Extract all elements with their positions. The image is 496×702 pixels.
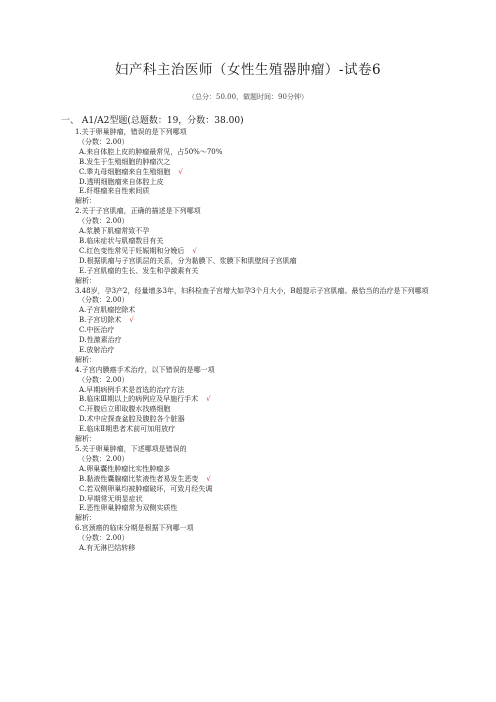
answer-option-text: D.术中应探查盆腔及腹腔各个脏器 — [79, 415, 185, 424]
answer-option — [75, 336, 445, 346]
answer-option — [75, 504, 445, 514]
answer-option — [75, 395, 445, 405]
answer-option — [75, 425, 445, 435]
answer-option-text: B.子宫切除术 — [79, 316, 122, 325]
correct-check-icon: √ — [129, 316, 134, 325]
question-score: （分数：2.00） — [78, 217, 129, 226]
question-score: （分数：2.00） — [78, 534, 129, 543]
answer-option-text: B.发生于生殖细胞的肿瘤次之 — [79, 157, 171, 166]
answer-option-text: C.睾丸母细胞瘤来自生殖细胞 — [79, 167, 171, 176]
answer-option — [75, 386, 445, 396]
answer-option — [75, 237, 445, 247]
answer-option-text: E.放射治疗 — [79, 345, 115, 354]
analysis-label: 解析： — [75, 435, 96, 444]
answer-option — [75, 346, 445, 356]
question-item — [75, 287, 445, 366]
answer-option-text: C.开腹后立即取腹水找癌细胞 — [79, 405, 171, 414]
answer-option — [75, 306, 445, 316]
answer-option-text: D.透明细胞瘤来自体腔上皮 — [79, 177, 164, 186]
section-heading: 一、 A1/A2型题(总题数：19，分数：38.00) — [61, 116, 244, 126]
answer-option — [75, 485, 445, 495]
answer-option-text: E.子宫肌瘤的生长、发生和孕激素有关 — [79, 266, 199, 275]
correct-check-icon: √ — [206, 395, 211, 404]
correct-check-icon: √ — [192, 246, 197, 255]
answer-option-text: A.早期病例手术是首选的治疗方法 — [79, 385, 185, 394]
correct-check-icon: √ — [206, 474, 211, 483]
answer-option-text: D.根据肌瘤与子宫肌层的关系，分为黏膜下、浆膜下和肌壁间子宫肌瘤 — [79, 256, 297, 265]
answer-option — [75, 405, 445, 415]
answer-option-text: C.红色变性常见于妊娠期和分娩后 — [79, 246, 185, 255]
question-item — [75, 445, 445, 524]
question-item — [75, 128, 445, 207]
question-stem: 6.宫颈癌的临床分期是根据下列哪一项 — [75, 524, 194, 533]
question-stem: 3.48岁，孕3产2，经量增多3年，妇科检查子宫增大如孕3个月大小，B超提示子宫肌瘤。最恰当的治疗是下列哪项 — [75, 286, 429, 295]
answer-option — [75, 475, 445, 485]
answer-option-text: D.性激素治疗 — [79, 336, 122, 345]
answer-option — [75, 247, 445, 257]
answer-option-text: B.黏液性囊腺瘤比浆液性者易发生恶变 — [79, 474, 199, 483]
question-stem: 2.关于子宫肌瘤，正确的描述是下列哪项 — [75, 207, 201, 216]
answer-option — [75, 495, 445, 505]
answer-option — [75, 158, 445, 168]
correct-check-icon: √ — [178, 167, 183, 176]
question-list — [75, 128, 445, 554]
answer-option — [75, 187, 445, 197]
question-score: （分数：2.00） — [78, 137, 129, 146]
answer-option — [75, 148, 445, 158]
question-stem: 4.子宫内膜癌手术治疗，以下错误的是哪一项 — [75, 365, 215, 374]
answer-option — [75, 415, 445, 425]
question-item — [75, 207, 445, 286]
question-stem: 1.关于卵巢肿瘤，错误的是下列哪项 — [75, 128, 187, 136]
answer-option — [75, 326, 445, 336]
analysis-label: 解析： — [75, 355, 96, 364]
question-score: （分数：2.00） — [78, 454, 129, 463]
answer-option-text: E.纤维瘤来自性索间质 — [79, 187, 150, 196]
answer-option-text: A.浆膜下肌瘤常致不孕 — [79, 227, 150, 236]
analysis-label: 解析： — [75, 514, 96, 523]
answer-option-text: A.卵巢囊性肿瘤比实性肿瘤多 — [79, 464, 171, 473]
answer-option-text: A.有无淋巴结转移 — [79, 544, 136, 553]
question-stem: 5.关于卵巢肿瘤，下述哪项是错误的 — [75, 445, 187, 453]
answer-option-text: C.中医治疗 — [79, 326, 115, 335]
answer-option — [75, 168, 445, 178]
document-meta: （总分：50.00，做题时间：90分钟） — [188, 93, 308, 101]
answer-option-text: B.临床症状与肌瘤数目有关 — [79, 236, 164, 245]
answer-option-text: D.早期常无明显症状 — [79, 494, 143, 503]
answer-option — [75, 465, 445, 475]
answer-option — [75, 544, 445, 554]
answer-option-text: C.若双侧卵巢均被肿瘤破坏，可致月经失调 — [79, 484, 213, 493]
answer-option-text: E.临床Ⅱ期患者术前可加用放疗 — [79, 425, 176, 434]
analysis-label: 解析： — [75, 197, 96, 206]
answer-option-text: B.临床Ⅲ期以上的病例应及早施行手术 — [79, 395, 199, 404]
answer-option — [75, 227, 445, 237]
answer-option-text: A.来自体腔上皮的肿瘤最常见，占50%～70% — [79, 147, 223, 156]
answer-option — [75, 178, 445, 188]
question-item — [75, 366, 445, 445]
answer-option-text: A.子宫肌瘤挖除术 — [79, 306, 136, 315]
question-item — [75, 524, 445, 554]
question-score: （分数：2.00） — [78, 375, 129, 384]
answer-option-text: E.恶性卵巢肿瘤常为双侧实质性 — [79, 504, 178, 513]
answer-option — [75, 257, 445, 267]
document-title: 妇产科主治医师（女性生殖器肿瘤）-试卷6 — [114, 62, 382, 78]
analysis-label: 解析： — [75, 276, 96, 285]
answer-option — [75, 267, 445, 277]
question-score: （分数：2.00） — [78, 296, 129, 305]
answer-option — [75, 316, 445, 326]
